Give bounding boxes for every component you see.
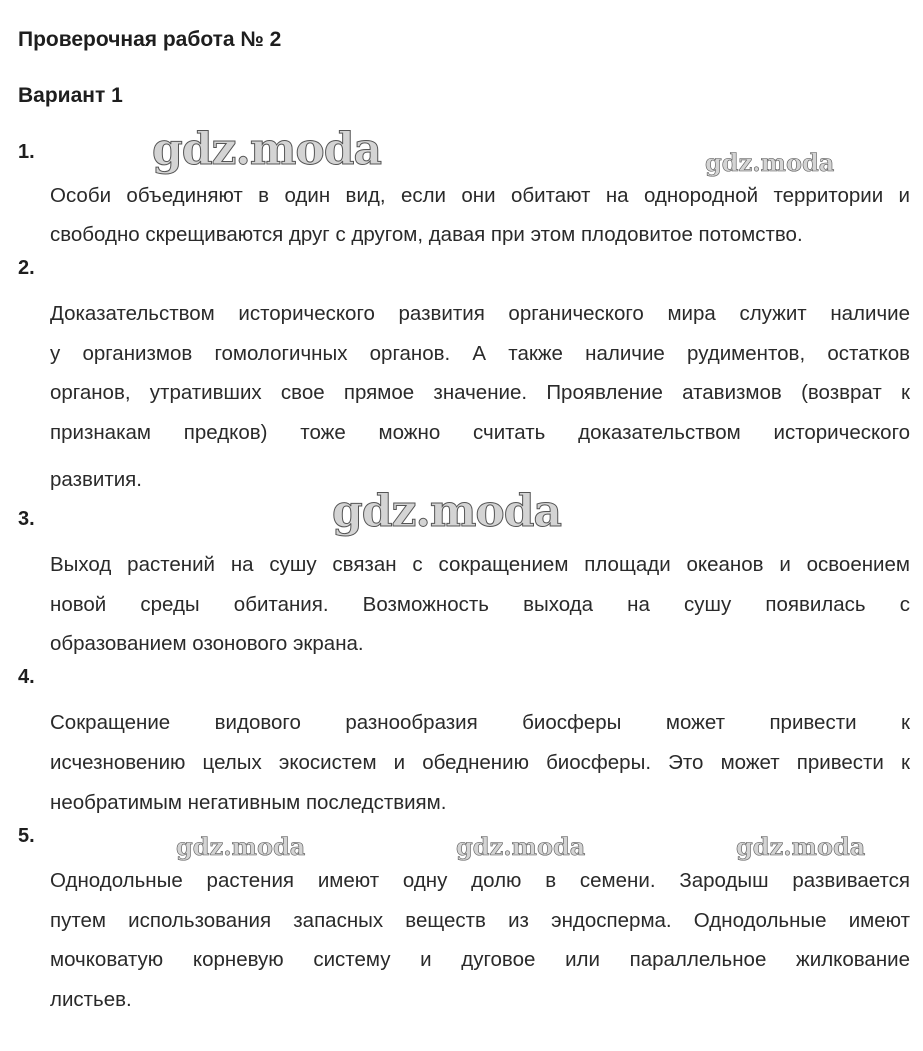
answer-number: 3. bbox=[18, 508, 35, 530]
watermark-logo: gdz.moda bbox=[176, 832, 306, 861]
answer-line: необратимым негативным последствиям. bbox=[50, 791, 447, 814]
answer-line: исчезновению целых экосистем и обеднению биосферы. Это может привести к bbox=[50, 751, 910, 774]
answer-text bbox=[50, 861, 910, 1019]
watermark-logo: gdz.moda bbox=[705, 148, 835, 177]
answer-line: Однодольные растения имеют одну долю в семени. Зародыш развивается bbox=[50, 869, 910, 892]
answer-text bbox=[50, 703, 910, 823]
answer-line: свободно скрещиваются друг с другом, давая при этом плодовитое потомство. bbox=[50, 223, 803, 246]
answer-number: 4. bbox=[18, 666, 35, 688]
answer-line: листьев. bbox=[50, 987, 132, 1011]
answer-line: путем использования запасных веществ из эндосперма. Однодольные имеют bbox=[50, 908, 910, 932]
watermark-logo: gdz.moda bbox=[736, 832, 866, 861]
variant-heading: Вариант 1 bbox=[18, 84, 123, 107]
watermark-logo: gdz.moda bbox=[456, 832, 586, 861]
watermark-logo: gdz.moda bbox=[332, 486, 562, 537]
answer-line: Выход растений на сушу связан с сокращением площади океанов и освоением bbox=[50, 553, 910, 576]
answer-line: Сокращение видового разнообразия биосферы может привести к bbox=[50, 711, 910, 734]
watermark-logo: gdz.moda bbox=[152, 124, 382, 175]
answer-line: мочковатую корневую систему и дуговое или параллельное жилкование bbox=[50, 948, 910, 971]
answer-line: органов, утративших свое прямое значение. Проявление атавизмов (возврат к bbox=[50, 381, 910, 404]
answer-line: образованием озонового экрана. bbox=[50, 632, 364, 655]
answer-number: 5. bbox=[18, 825, 35, 847]
answer-line: у организмов гомологичных органов. А также наличие рудиментов, остатков bbox=[50, 341, 910, 365]
answer-text bbox=[50, 294, 910, 500]
answer-line: новой среды обитания. Возможность выхода на сушу появилась с bbox=[50, 592, 910, 616]
answer-line: Доказательством исторического развития органического мира служит наличие bbox=[50, 302, 910, 325]
answer-text bbox=[50, 176, 910, 254]
answer-number: 2. bbox=[18, 257, 35, 279]
answer-text bbox=[50, 545, 910, 664]
answer-number: 1. bbox=[18, 141, 35, 163]
answer-line: Особи объединяют в один вид, если они обитают на однородной территории и bbox=[50, 184, 910, 207]
answer-line: развития. bbox=[50, 468, 142, 491]
page-title: Проверочная работа № 2 bbox=[18, 28, 282, 51]
answer-line: признакам предков) тоже можно считать доказательством исторического bbox=[50, 420, 910, 444]
